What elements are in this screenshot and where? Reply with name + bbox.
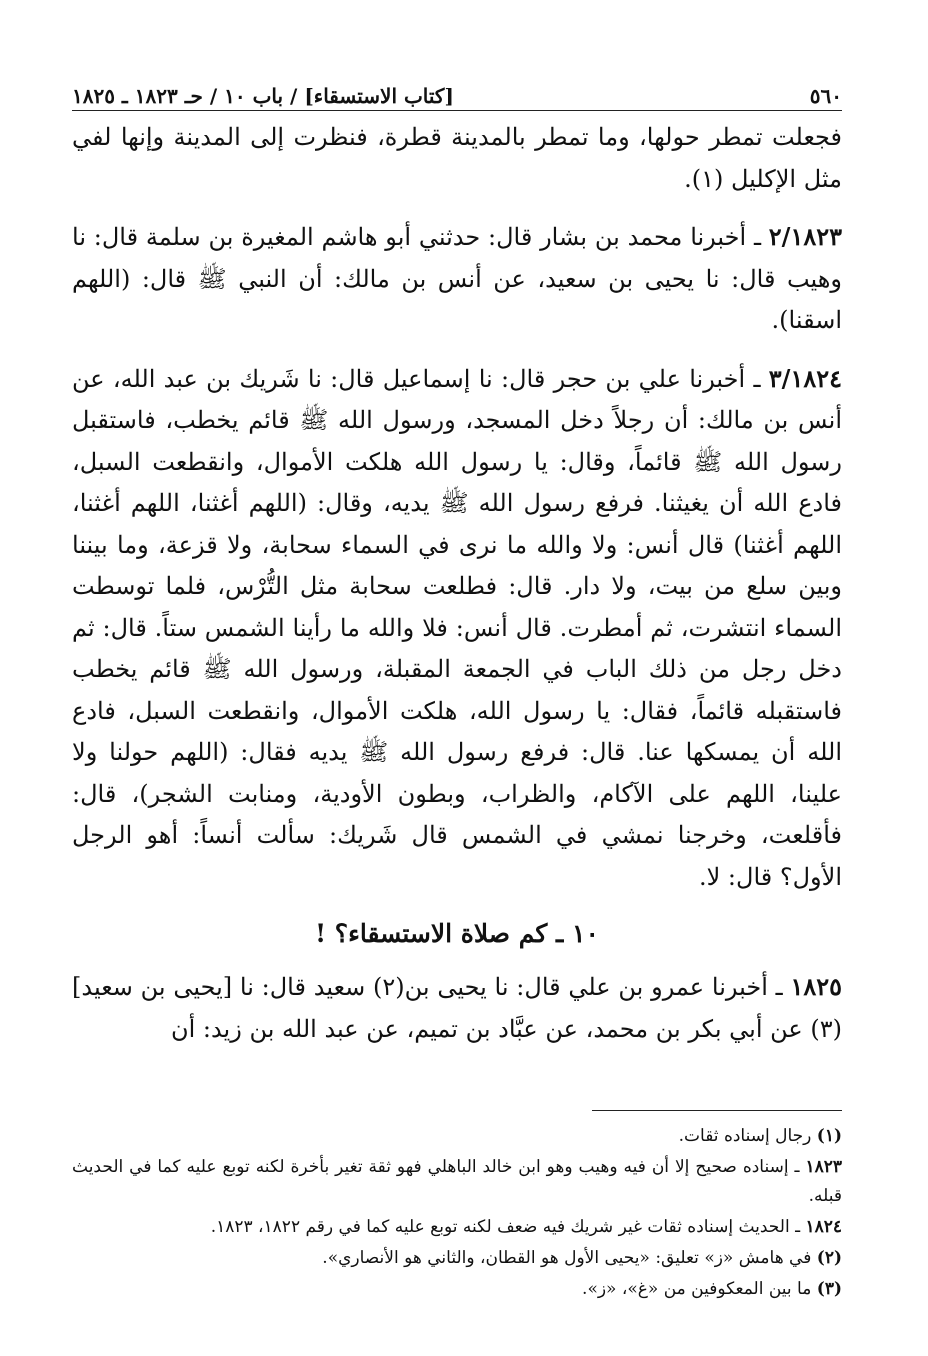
footnote-text: في هامش «ز» تعليق: «يحيى الأول هو القطان، والثاني هو الأنصاري». <box>322 1248 817 1268</box>
main-text <box>72 117 842 1050</box>
footnote-label: ١٨٢٣ <box>805 1157 842 1177</box>
document-page <box>72 78 842 1066</box>
footnote-separator <box>592 1110 842 1111</box>
footnote <box>72 1122 842 1151</box>
hadith-number: ٣/١٨٢٤ <box>768 363 842 393</box>
footnote-text: ـ الحديث إسناده ثقات غير شريك فيه ضعف لكنه توبع عليه كما في رقم ١٨٢٢، ١٨٢٣. <box>210 1217 806 1237</box>
footnote <box>72 1213 842 1242</box>
hadith-number: ٢/١٨٢٣ <box>768 222 842 251</box>
footnotes <box>72 1122 842 1306</box>
hadith-text: ـ أخبرنا علي بن حجر قال: نا إسماعيل قال: نا شَريك بن عبد الله، عن أنس بن مالك: أن رجلاً دخل المسجد، ورسول الله ﷺ قائم يخطب، فاستقبل رسول الله ﷺ قائماً، وقال: يا رسول الله هلكت الأموال، وانقطعت السبل، فادع الله أن يغيثنا. فرفع رسول الله ﷺ يديه، وقال: (اللهم أغثنا، اللهم أغثنا، اللهم أغثنا) قال أنس: ولا والله ما نرى في السماء سحابة، ولا قزعة، وما بيننا وبين سلع من بيت، ولا دار. قال: فطلعت سحابة مثل التُّرْس، فلما توسطت السماء انتشرت، ثم أمطرت. قال أنس: فلا والله ما رأينا الشمس ستاً. قال: ثم دخل رجل من ذلك الباب في الجمعة المقبلة، ورسول الله ﷺ قائم يخطب فاستقبله قائماً، فقال: يا رسول الله، هلكت الأموال، وانقطعت السبل، فادع الله أن يمسكها عنا. قال: فرفع رسول الله ﷺ يديه فقال: (اللهم حولنا ولا علينا، اللهم على الآكام، والظراب، وبطون الأودية، ومنابت الشجر)، قال: فأقلعت، وخرجنا نمشي في الشمس قال شَريك: سألت أنساً: أهو الرجل الأول؟ قال: لا. <box>72 364 843 891</box>
footnote-text: ما بين المعكوفين من «غ»، «ز». <box>582 1279 817 1299</box>
footnote-text: رجال إسناده ثقات. <box>678 1126 817 1146</box>
running-header <box>72 78 842 111</box>
footnote-label: (٢) <box>816 1248 842 1268</box>
footnote <box>72 1244 842 1273</box>
footnote <box>72 1275 842 1304</box>
hadith-1823 <box>72 216 842 342</box>
footnote <box>72 1153 842 1211</box>
footnote-label: (٣) <box>816 1279 842 1299</box>
hadith-number: ١٨٢٥ <box>790 972 842 1001</box>
paragraph-continuation: فجعلت تمطر حولها، وما تمطر بالمدينة قطرة، فنظرت إلى المدينة وإنها لفي مثل الإكليل (١). <box>72 123 842 193</box>
page-number: ٥٦٠ <box>809 84 842 108</box>
running-title: [كتاب الاستسقاء] / باب ١٠ / حـ ١٨٢٣ ـ ١٨٢٥ <box>72 84 454 108</box>
hadith-1824 <box>72 358 842 899</box>
hadith-text: ـ أخبرنا محمد بن بشار قال: حدثني أبو هاشم المغيرة بن سلمة قال: نا وهيب قال: نا يحيى بن سعيد، عن أنس بن مالك: أن النبي ﷺ قال: (اللهم اسقنا). <box>72 223 842 334</box>
hadith-text: ـ أخبرنا عمرو بن علي قال: نا يحيى بن(٢) سعيد قال: نا [يحيى بن سعيد](٣) عن أبي بكر بن محمد، عن عبَّاد بن تميم، عن عبد الله بن زيد: أن <box>72 973 842 1043</box>
footnote-label: ١٨٢٤ <box>805 1217 842 1237</box>
footnote-text: ـ إسناده صحيح إلا أن فيه وهيب وهو ابن خالد الباهلي فهو ثقة تغير بأخرة لكنه توبع عليه كما في الحديث قبله. <box>72 1157 842 1206</box>
hadith-1825 <box>72 966 842 1050</box>
section-heading: ١٠ ـ كم صلاة الاستسقاء؟ ! <box>315 919 599 948</box>
footnote-label: (١) <box>816 1126 842 1146</box>
